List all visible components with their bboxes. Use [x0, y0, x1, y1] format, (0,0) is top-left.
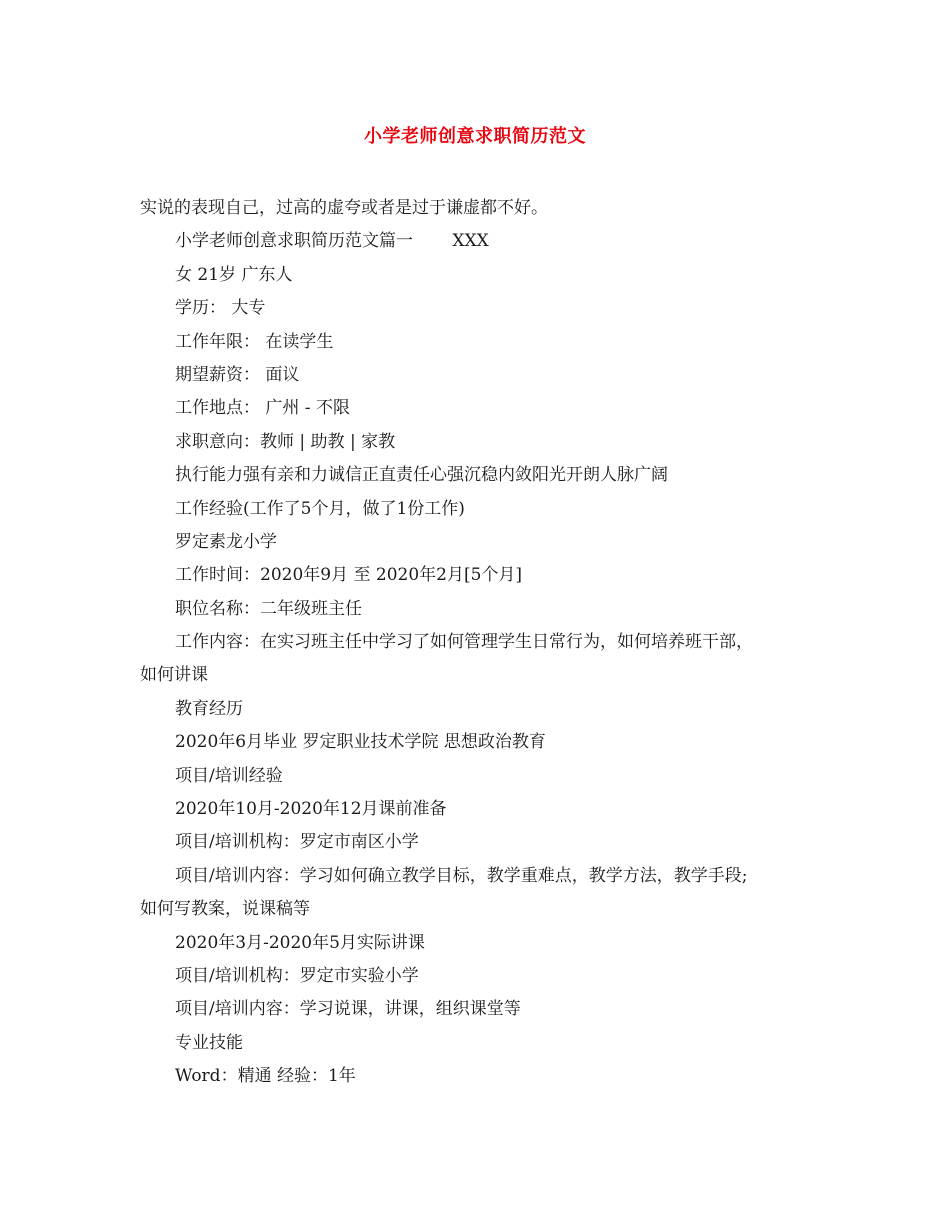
- body-line: 工作经验(工作了5个月，做了1份工作): [175, 498, 465, 519]
- body-line: 教育经历: [175, 698, 243, 719]
- body-line: 实说的表现自己，过高的虚夸或者是过于谦虚都不好。: [140, 198, 548, 218]
- body-line: 专业技能: [175, 1032, 243, 1053]
- body-line: 工作年限： 在读学生: [175, 331, 334, 352]
- body-line: 求职意向：教师 | 助教 | 家教: [175, 431, 396, 452]
- body-line: 项目/培训机构：罗定市南区小学: [175, 832, 419, 853]
- body-line: 2020年3月-2020年5月实际讲课: [175, 932, 425, 953]
- body-line: 工作地点： 广州 - 不限: [175, 398, 350, 419]
- body-line: 工作内容：在实习班主任中学习了如何管理学生日常行为，如何培养班干部，: [175, 632, 753, 653]
- body-line: 项目/培训机构：罗定市实验小学: [175, 965, 419, 986]
- body-line: 罗定素龙小学: [175, 531, 277, 552]
- body-line: 2020年10月-2020年12月课前准备: [175, 799, 447, 820]
- body-line: Word：精通 经验：1年: [175, 1066, 356, 1087]
- body-line: 女 21岁 广东人: [175, 264, 293, 285]
- body-line: 职位名称：二年级班主任: [175, 598, 362, 619]
- body-line: 项目/培训经验: [175, 765, 283, 786]
- body-line: 执行能力强有亲和力诚信正直责任心强沉稳内敛阳光开朗人脉广阔: [175, 465, 668, 486]
- body-line: 如何写教案，说课稿等: [140, 899, 310, 920]
- body-line: 项目/培训内容：学习如何确立教学目标，教学重难点，教学方法，教学手段;: [175, 865, 748, 886]
- document-title: 小学老师创意求职简历范文: [364, 126, 586, 147]
- document-body: [140, 192, 820, 1094]
- body-line: 期望薪资： 面议: [175, 364, 300, 385]
- body-line: 工作时间：2020年9月 至 2020年2月[5个月]: [175, 565, 523, 586]
- body-line: 小学老师创意求职简历范文篇一 XXX: [175, 231, 489, 252]
- body-line: 学历： 大专: [175, 298, 266, 319]
- body-line: 项目/培训内容：学习说课，讲课，组织课堂等: [175, 999, 521, 1020]
- body-line: 如何讲课: [140, 665, 208, 686]
- body-line: 2020年6月毕业 罗定职业技术学院 思想政治教育: [175, 732, 546, 753]
